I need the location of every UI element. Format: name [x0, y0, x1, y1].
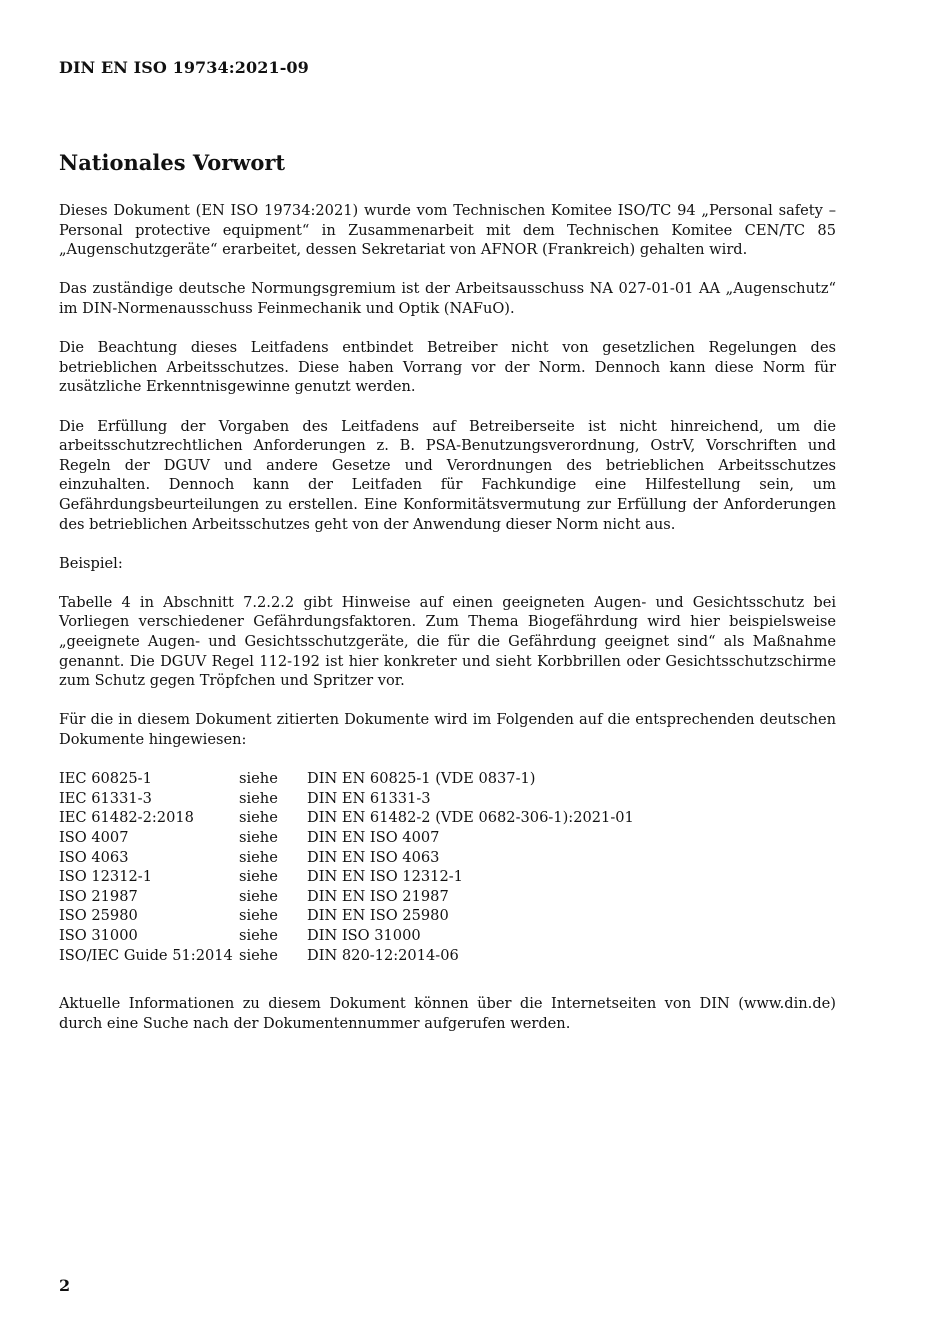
reference-iso-id: IEC 60825-1: [59, 770, 152, 788]
reference-see-label: siehe: [239, 789, 278, 807]
reference-row: [59, 946, 634, 966]
reference-row: [59, 769, 634, 789]
reference-iso-id: ISO 12312-1: [59, 868, 153, 886]
reference-din-id: DIN EN 61331-3: [307, 789, 431, 807]
reference-iso-id: IEC 61482-2:2018: [59, 809, 194, 827]
reference-iso-id: IEC 61331-3: [59, 789, 152, 807]
reference-iso-id: ISO 25980: [59, 907, 138, 925]
reference-din-id: DIN EN ISO 4007: [307, 829, 440, 846]
reference-iso-id: ISO 31000: [59, 926, 138, 944]
reference-see-label: siehe: [239, 829, 278, 846]
reference-row: [59, 828, 634, 848]
reference-see-label: siehe: [239, 848, 278, 866]
paragraph-compliance: Die Erfüllung der Vorgaben des Leitfadens auf Betreiberseite ist nicht hinreichend, um die arbeitsschutzrechtlichen Anforderungen z. B. PSA-Benutzungsverordnung, OstrV, Vorschriften und Regeln der DGUV und andere Gesetze und Verordnungen des betrieblichen Arbeitsschutzes einzuhalten. Dennoch kann der Leitfaden für Fachkundige eine Hilfestellung sein, um Gefährdungsbeurteilungen zu erstellen. Eine Konformitätsvermutung zur Erfüllung der Anforderungen des betrieblichen Arbeitsschutzes geht von der Anwendung dieser Norm nicht aus.: [59, 417, 836, 533]
reference-din-id: DIN EN ISO 12312-1: [307, 868, 463, 886]
reference-row: [59, 867, 634, 887]
reference-see-label: siehe: [239, 887, 278, 905]
page-number: 2: [59, 1276, 71, 1295]
page-title: Nationales Vorwort: [59, 150, 286, 175]
reference-din-id: DIN EN ISO 4063: [307, 848, 440, 866]
reference-row: [59, 808, 634, 828]
reference-din-id: DIN 820-12:2014-06: [307, 946, 459, 964]
reference-row: [59, 848, 634, 868]
reference-see-label: siehe: [239, 926, 278, 944]
reference-row: [59, 906, 634, 926]
reference-din-id: DIN EN 60825-1 (VDE 0837-1): [307, 770, 536, 788]
reference-iso-id: ISO 4063: [59, 848, 129, 866]
document-header: DIN EN ISO 19734:2021-09: [59, 58, 309, 77]
paragraph-example-label: Beispiel:: [59, 554, 123, 572]
reference-row: [59, 926, 634, 946]
reference-see-label: siehe: [239, 907, 278, 925]
reference-table: [59, 769, 634, 965]
paragraph-references-intro: Für die in diesem Dokument zitierten Dokumente wird im Folgenden auf die entsprechenden deutschen Dokumente hingewiesen:: [59, 711, 836, 749]
reference-din-id: DIN EN 61482-2 (VDE 0682-306-1):2021-01: [307, 809, 634, 827]
reference-din-id: DIN EN ISO 21987: [307, 887, 449, 905]
paragraph-legal-notice: Die Beachtung dieses Leitfadens entbindet Betreiber nicht von gesetzlichen Regelungen des betrieblichen Arbeitsschutzes. Diese haben Vorrang vor der Norm. Dennoch kann diese Norm für zusätzliche Erkenntnisgewinne genutzt werden.: [59, 339, 836, 396]
reference-iso-id: ISO 4007: [59, 829, 129, 846]
reference-iso-id: ISO/IEC Guide 51:2014: [59, 946, 233, 964]
reference-row: [59, 887, 634, 907]
paragraph-committee: Das zuständige deutsche Normungsgremium ist der Arbeitsausschuss NA 027-01-01 AA „Augenschutz“ im DIN-Normenausschuss Feinmechanik und Optik (NAFuO).: [59, 280, 836, 317]
paragraph-closing: Aktuelle Informationen zu diesem Dokument können über die Internetseiten von DIN (www.din.de) durch eine Suche nach der Dokumentennummer aufgerufen werden.: [59, 995, 836, 1032]
reference-din-id: DIN EN ISO 25980: [307, 907, 449, 925]
paragraph-example: Tabelle 4 in Abschnitt 7.2.2.2 gibt Hinweise auf einen geeigneten Augen- und Gesichtsschutz bei Vorliegen verschiedener Gefährdungsfaktoren. Zum Thema Biogefährdung wird hier beispielsweise „geeignete Augen- und Gesichtsschutzgeräte, die für die Gefährdung geeignet sind“ als Maßnahme genannt. Die DGUV Regel 112-192 ist hier konkreter und sieht Korbbrillen oder Gesichtsschutzschirme zum Schutz gegen Tröpfchen und Spritzer vor.: [59, 593, 836, 690]
reference-din-id: DIN ISO 31000: [307, 926, 421, 944]
reference-see-label: siehe: [239, 809, 278, 827]
reference-see-label: siehe: [239, 946, 278, 964]
reference-row: [59, 789, 634, 809]
reference-iso-id: ISO 21987: [59, 887, 138, 905]
reference-see-label: siehe: [239, 868, 278, 886]
reference-see-label: siehe: [239, 770, 278, 788]
document-body: [59, 201, 836, 1053]
paragraph-scope: Dieses Dokument (EN ISO 19734:2021) wurde vom Technischen Komitee ISO/TC 94 „Personal safety – Personal protective equipment“ in Zusammenarbeit mit dem Technischen Komitee CEN/TC 85 „Augenschutzgeräte“ erarbeitet, dessen Sekretariat von AFNOR (Frankreich) gehalten wird.: [59, 202, 836, 259]
